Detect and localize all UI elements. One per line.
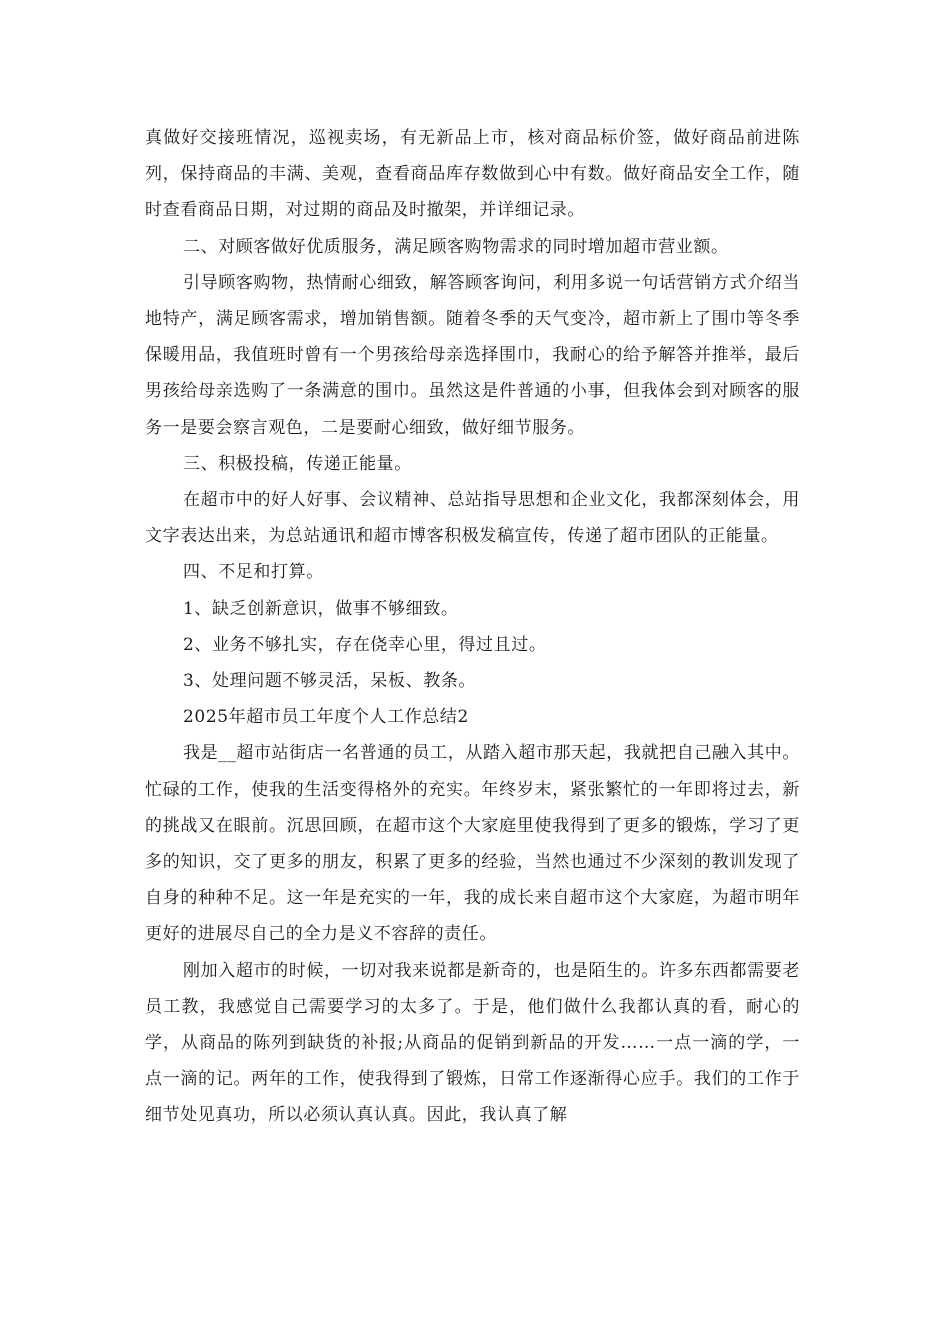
list-item-shortcoming-2: 2、业务不够扎实，存在侥幸心里，得过且过。 <box>183 634 547 655</box>
paragraph-product-display: 真做好交接班情况，巡视卖场，有无新品上市，核对商品标价签，做好商品前进陈列，保持商品的丰满、美观，查看商品库存数做到心中有数。做好商品安全工作，随时查看商品日期，对过期的商品及时撤架，并详细记录。 <box>145 128 800 221</box>
paragraph-introduction: 我是__超市站街店一名普通的员工，从踏入超市那天起，我就把自己融入其中。忙碌的工作，使我的生活变得格外的充实。年终岁末，紧张繁忙的一年即将过去，新的挑战又在眼前。沉思回顾，在超市这个大家庭里使我得到了更多的锻炼，学习了更多的知识，交了更多的朋友，积累了更多的经验，当然也通过不少深刻的教训发现了自身的种种不足。这一年是充实的一年，我的成长来自超市这个大家庭，为超市明年更好的进展尽自己的全力是义不容辞的责任。 <box>145 743 800 945</box>
heading-shortcomings: 四、不足和打算。 <box>183 562 324 583</box>
paragraph-learning: 刚加入超市的时候，一切对我来说都是新奇的，也是陌生的。许多东西都需要老员工教，我感觉自己需要学习的太多了。于是，他们做什么我都认真的看，耐心的学，从商品的陈列到缺货的补报;从商品的促销到新品的开发……一点一滴的学，一点一滴的记。两年的工作，使我得到了锻炼，日常工作逐渐得心应手。我们的工作于细节处见真功，所以必须认真认真。因此，我认真了解 <box>145 960 800 1126</box>
heading-customer-service: 二、对顾客做好优质服务，满足顾客购物需求的同时增加超市营业额。 <box>183 236 729 257</box>
paragraph-customer-guidance: 引导顾客购物，热情耐心细致，解答顾客询问，利用多说一句话营销方式介绍当地特产，满足顾客需求，增加销售额。随着冬季的天气变冷，超市新上了围巾等冬季保暖用品，我值班时曾有一个男孩给母亲选择围巾，我耐心的给予解答并推举，最后男孩给母亲选购了一条满意的围巾。虽然这是件普通的小事，但我体会到对顾客的服务一是要会察言观色，二是要耐心细致，做好细节服务。 <box>145 272 800 438</box>
document-page <box>145 120 800 1134</box>
paragraph-submissions: 在超市中的好人好事、会议精神、总站指导思想和企业文化，我都深刻体会，用文字表达出来，为总站通讯和超市博客积极发稿宣传，传递了超市团队的正能量。 <box>145 490 800 547</box>
list-item-shortcoming-3: 3、处理问题不够灵活，呆板、教条。 <box>183 671 477 692</box>
heading-submissions: 三、积极投稿，传递正能量。 <box>183 453 412 474</box>
list-item-shortcoming-1: 1、缺乏创新意识，做事不够细致。 <box>183 598 459 619</box>
section-title-summary-2: 2025年超市员工年度个人工作总结2 <box>183 707 469 728</box>
